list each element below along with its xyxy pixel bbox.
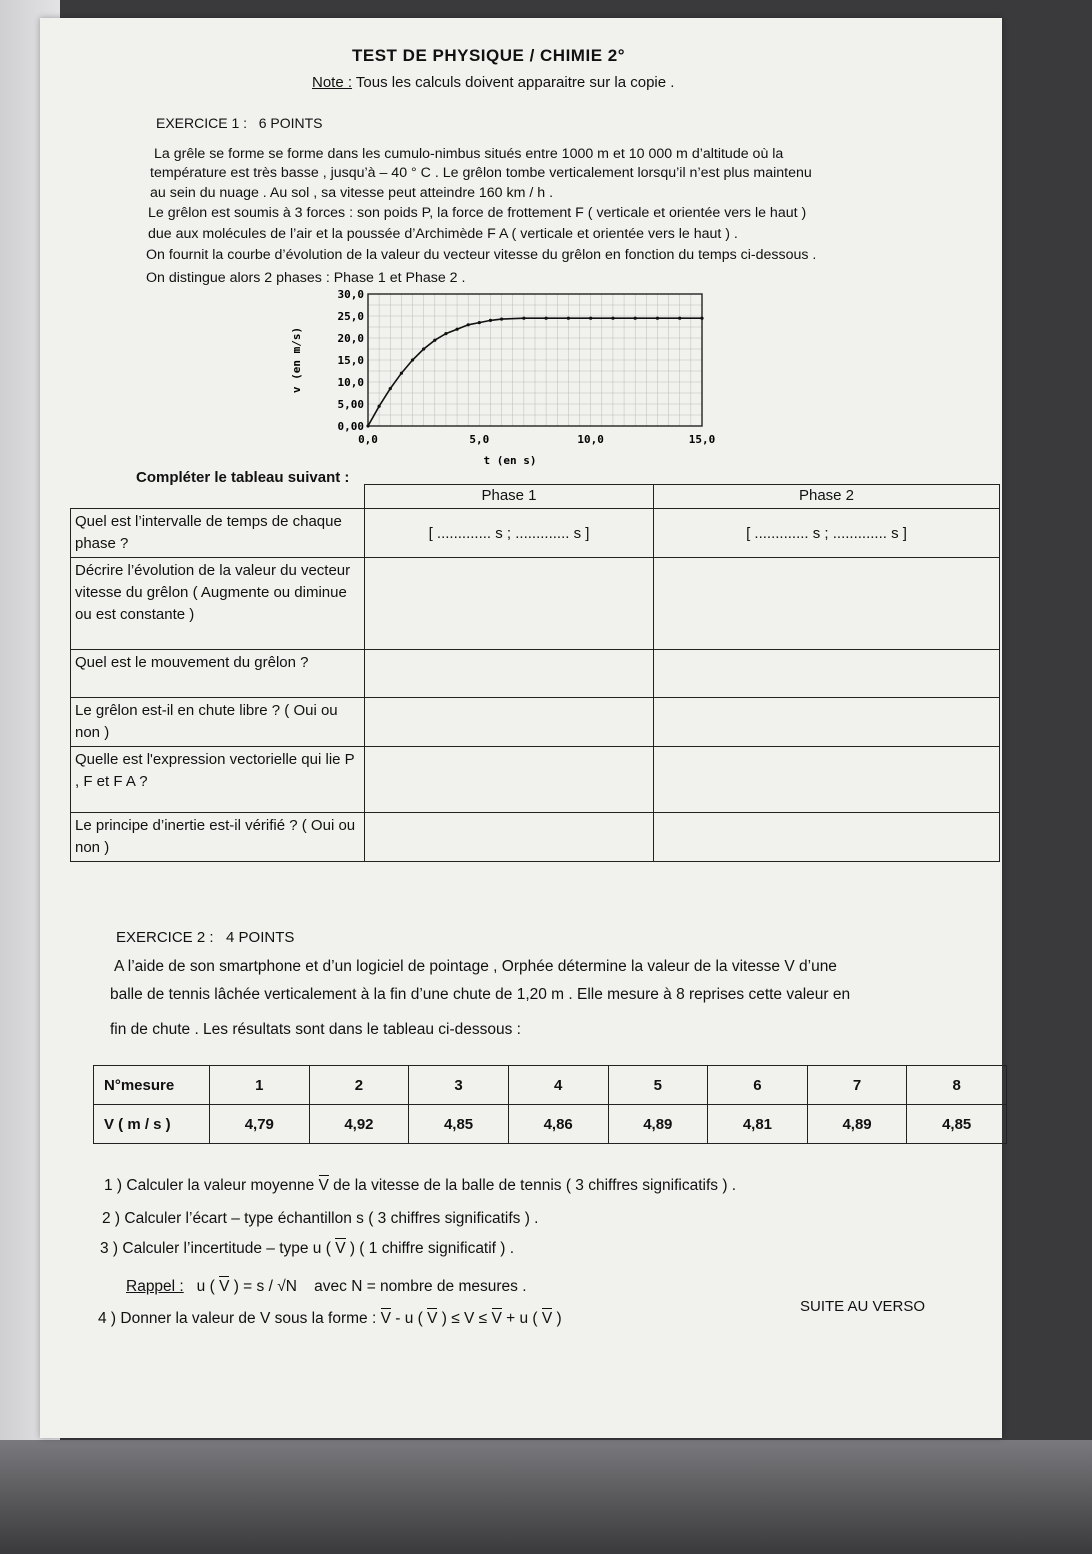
header-phase2: Phase 2 bbox=[654, 485, 1000, 509]
suite-au-verso: SUITE AU VERSO bbox=[800, 1298, 926, 1315]
v-bar: V bbox=[318, 1177, 329, 1194]
measure-number: 1 bbox=[210, 1066, 310, 1105]
x-tick-label: 10,0 bbox=[577, 433, 604, 446]
answer-cell-phase2[interactable] bbox=[654, 747, 1000, 813]
data-point bbox=[378, 405, 381, 408]
ex1-line: La grêle se forme se forme dans les cumulo-nimbus situés entre 1000 m et 10 000 m d’altitude où la bbox=[154, 146, 784, 162]
ex2-line: A l’aide de son smartphone et d’un logiciel de pointage , Orphée détermine la valeur de la vitesse V d’une bbox=[114, 958, 837, 975]
data-point bbox=[567, 317, 570, 320]
data-point bbox=[389, 387, 392, 390]
data-point bbox=[433, 339, 436, 342]
answer-cell-phase2[interactable] bbox=[654, 698, 1000, 747]
answer-cell-phase1[interactable] bbox=[365, 747, 654, 813]
y-tick-label: 25,0 bbox=[337, 310, 364, 323]
measure-value: 4,86 bbox=[508, 1105, 608, 1144]
q3-text: 3 ) Calculer l’incertitude – type u ( bbox=[100, 1240, 336, 1257]
data-point bbox=[545, 317, 548, 320]
q4-part: ) ≤ V ≤ bbox=[437, 1310, 492, 1327]
y-tick-label: 0,00 bbox=[337, 420, 364, 433]
question-2: 2 ) Calculer l’écart – type échantillon s ( 3 chiffres significatifs ) . bbox=[102, 1210, 539, 1227]
answer-cell-phase1[interactable] bbox=[365, 813, 654, 862]
x-axis-label: t (en s) bbox=[483, 454, 537, 467]
answer-cell-phase1[interactable]: [ ............. s ; ............. s ] bbox=[365, 509, 654, 558]
q4-text: 4 ) Donner la valeur de V sous la forme : bbox=[98, 1310, 381, 1327]
measure-value: 4,89 bbox=[807, 1105, 907, 1144]
measure-number: 5 bbox=[608, 1066, 708, 1105]
y-tick-label: 10,0 bbox=[337, 376, 364, 389]
chart-grid bbox=[368, 294, 702, 426]
measure-number: 8 bbox=[907, 1066, 1007, 1105]
row-label-number: N°mesure bbox=[94, 1066, 210, 1105]
y-tick-label: 20,0 bbox=[337, 332, 364, 345]
header-phase1: Phase 1 bbox=[365, 485, 654, 509]
ex1-line: On fournit la courbe d’évolution de la valeur du vecteur vitesse du grêlon en fonction du temps ci-dessous . bbox=[146, 247, 817, 263]
answer-cell-phase2[interactable] bbox=[654, 558, 1000, 650]
v-bar: V bbox=[427, 1310, 438, 1327]
chart-ticks bbox=[338, 288, 716, 446]
ex1-line: due aux molécules de l’air et la poussée d’Archimède F A ( verticale et orientée vers le haut ) . bbox=[148, 226, 738, 242]
data-point bbox=[478, 321, 481, 324]
answer-cell-phase1[interactable] bbox=[365, 558, 654, 650]
exercise2-title: EXERCICE 2 : bbox=[116, 929, 214, 946]
table-intro: Compléter le tableau suivant : bbox=[136, 469, 350, 486]
data-point bbox=[455, 328, 458, 331]
q4-part: - u ( bbox=[390, 1310, 428, 1327]
measurements-table bbox=[93, 1065, 1007, 1144]
answer-cell-phase2[interactable] bbox=[654, 650, 1000, 698]
y-tick-label: 15,0 bbox=[337, 354, 364, 367]
question-cell: Quel est le mouvement du grêlon ? bbox=[71, 650, 365, 698]
note-text: Tous les calculs doivent apparaitre sur la copie . bbox=[352, 74, 675, 91]
x-tick-label: 15,0 bbox=[688, 433, 716, 446]
measure-value: 4,79 bbox=[210, 1105, 310, 1144]
data-point bbox=[678, 317, 681, 320]
data-point bbox=[444, 332, 447, 335]
row-label-speed: V ( m / s ) bbox=[94, 1105, 210, 1144]
note-label: Note : bbox=[312, 74, 353, 91]
ex1-line: Le grêlon est soumis à 3 forces : son poids P, la force de frottement F ( verticale et orientée vers le haut ) bbox=[148, 205, 807, 221]
answer-cell-phase1[interactable] bbox=[365, 650, 654, 698]
data-point bbox=[611, 317, 614, 320]
v-bar: V bbox=[491, 1310, 502, 1327]
note bbox=[312, 74, 674, 91]
rappel bbox=[126, 1278, 527, 1296]
measure-number: 4 bbox=[508, 1066, 608, 1105]
v-bar: V bbox=[219, 1278, 230, 1295]
table-corner bbox=[71, 485, 365, 509]
measure-number: 7 bbox=[807, 1066, 907, 1105]
question-cell: Le principe d’inertie est-il vérifié ? ( Oui ou non ) bbox=[71, 813, 365, 862]
page-title: TEST DE PHYSIQUE / CHIMIE 2° bbox=[352, 46, 626, 65]
answer-cell-phase2[interactable]: [ ............. s ; ............. s ] bbox=[654, 509, 1000, 558]
rappel-formula: u ( bbox=[196, 1278, 220, 1295]
measure-number: 6 bbox=[708, 1066, 808, 1105]
measure-number: 3 bbox=[409, 1066, 509, 1105]
measure-number: 2 bbox=[309, 1066, 409, 1105]
data-point bbox=[634, 317, 637, 320]
ex1-line: au sein du nuage . Au sol , sa vitesse peut atteindre 160 km / h . bbox=[150, 185, 554, 201]
velocity-chart bbox=[242, 272, 716, 467]
exercise1-points: 6 POINTS bbox=[258, 115, 323, 131]
question-4 bbox=[98, 1310, 562, 1328]
measure-value: 4,85 bbox=[907, 1105, 1007, 1144]
question-cell: Décrire l’évolution de la valeur du vecteur vitesse du grêlon ( Augmente ou diminue ou est constante ) bbox=[71, 558, 365, 650]
v-bar: V bbox=[335, 1240, 346, 1257]
data-point bbox=[656, 317, 659, 320]
data-point bbox=[467, 323, 470, 326]
v-bar: V bbox=[380, 1310, 391, 1327]
exercise2-points: 4 POINTS bbox=[226, 929, 295, 946]
q4-part: ) bbox=[552, 1310, 562, 1327]
data-point bbox=[489, 319, 492, 322]
answer-cell-phase2[interactable] bbox=[654, 813, 1000, 862]
x-tick-label: 0,0 bbox=[358, 433, 378, 446]
exercise1-title: EXERCICE 1 : bbox=[156, 115, 248, 131]
data-point bbox=[500, 317, 503, 320]
data-point bbox=[400, 372, 403, 375]
q4-part: + u ( bbox=[501, 1310, 542, 1327]
y-tick-label: 30,0 bbox=[337, 288, 364, 301]
y-tick-label: 5,00 bbox=[337, 398, 364, 411]
x-tick-label: 5,0 bbox=[469, 433, 490, 446]
v-bar: V bbox=[541, 1310, 553, 1327]
ex1-line: température est très basse , jusqu’à – 40 ° C . Le grêlon tombe verticalement lorsqu’il n’est plus maintenu bbox=[150, 165, 812, 181]
phases-table bbox=[70, 484, 1000, 862]
data-point bbox=[700, 317, 703, 320]
rappel-note: avec N = nombre de mesures . bbox=[314, 1278, 527, 1295]
q1-text: 1 ) Calculer la valeur moyenne bbox=[104, 1177, 319, 1194]
data-point bbox=[589, 317, 592, 320]
y-axis-label: v (en m/s) bbox=[290, 326, 303, 394]
desk-bottom bbox=[0, 1440, 1092, 1554]
data-point bbox=[366, 424, 369, 427]
q3-text-end: ) ( 1 chiffre significatif ) . bbox=[345, 1240, 515, 1257]
ex1-line: On distingue alors 2 phases : Phase 1 et Phase 2 . bbox=[146, 270, 466, 286]
answer-cell-phase1[interactable] bbox=[365, 698, 654, 747]
q1-text-end: de la vitesse de la balle de tennis ( 3 chiffres significatifs ) . bbox=[328, 1177, 737, 1194]
data-point bbox=[422, 347, 425, 350]
data-point bbox=[411, 358, 414, 361]
question-cell: Quelle est l'expression vectorielle qui lie P , F et F A ? bbox=[71, 747, 365, 813]
rappel-formula-end: ) = s / √N bbox=[229, 1278, 297, 1295]
ex2-line: balle de tennis lâchée verticalement à la fin d’une chute de 1,20 m . Elle mesure à 8 reprises cette valeur en bbox=[110, 986, 851, 1003]
exercise2-heading bbox=[116, 929, 294, 946]
measure-value: 4,81 bbox=[708, 1105, 808, 1144]
ex2-line: fin de chute . Les résultats sont dans le tableau ci-dessous : bbox=[110, 1021, 521, 1038]
question-1 bbox=[104, 1177, 736, 1195]
rappel-label: Rappel : bbox=[126, 1278, 184, 1295]
measure-value: 4,85 bbox=[409, 1105, 509, 1144]
measure-value: 4,92 bbox=[309, 1105, 409, 1144]
measure-value: 4,89 bbox=[608, 1105, 708, 1144]
question-cell: Quel est l’intervalle de temps de chaque phase ? bbox=[71, 509, 365, 558]
question-3 bbox=[100, 1240, 514, 1258]
data-point bbox=[522, 317, 525, 320]
exercise1-heading bbox=[156, 115, 323, 131]
question-cell: Le grêlon est-il en chute libre ? ( Oui ou non ) bbox=[71, 698, 365, 747]
